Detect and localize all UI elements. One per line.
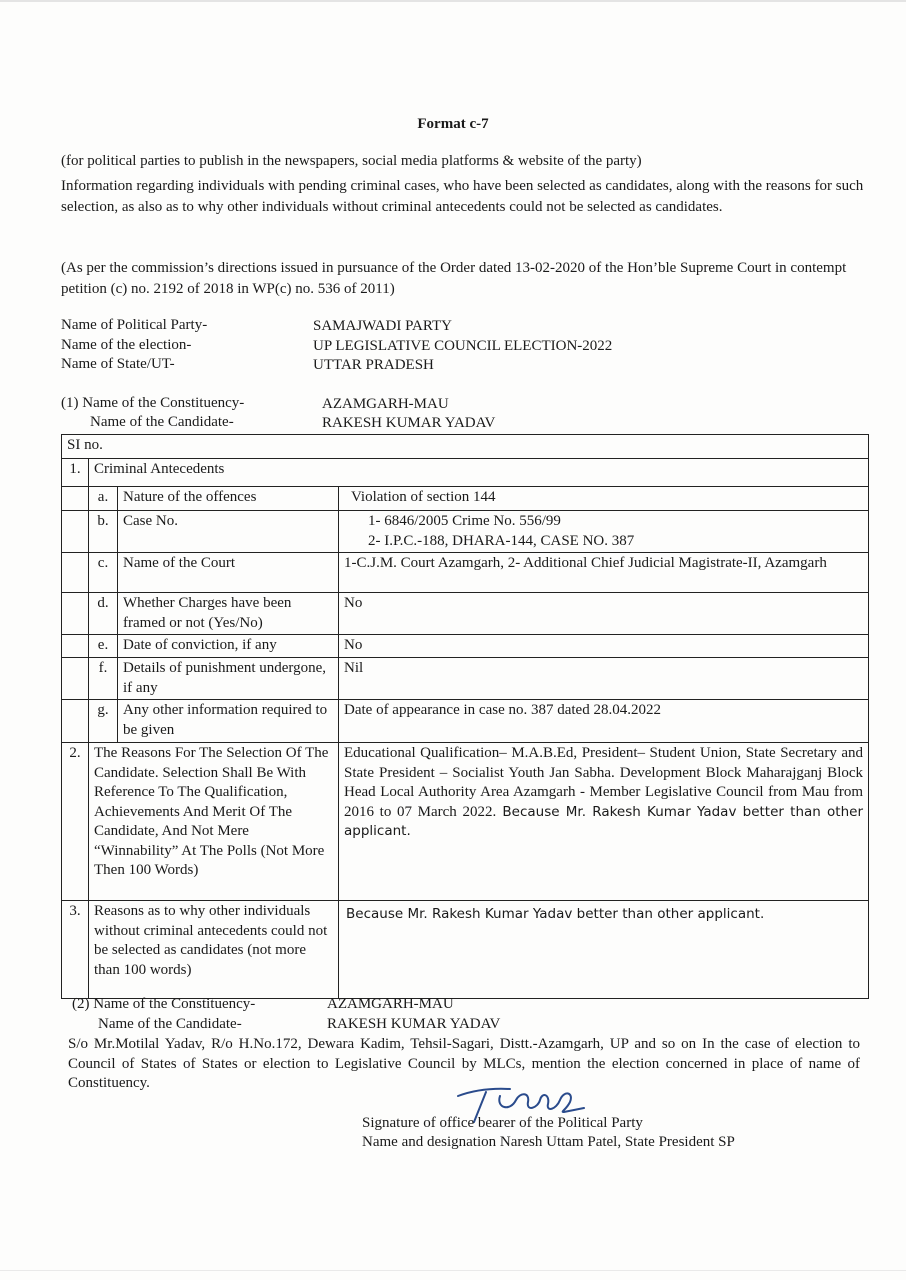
intro-line-1: (for political parties to publish in the newspapers, social media platforms & website of the party)	[61, 153, 642, 169]
table-row	[62, 658, 869, 700]
section-2-num: 2.	[62, 743, 89, 901]
state-label: Name of State/UT-	[61, 356, 175, 372]
row-label: Case No.	[118, 511, 339, 553]
row-label: Details of punishment undergone, if any	[118, 658, 339, 700]
constituency-value-1: AZAMGARH-MAU	[322, 396, 449, 412]
section-2-row	[62, 743, 869, 901]
party-label: Name of Political Party-	[61, 317, 208, 333]
scan-edge-bottom	[0, 1270, 906, 1271]
row-letter: e.	[89, 635, 118, 658]
section-3-row	[62, 901, 869, 999]
criminal-antecedents-table	[61, 434, 869, 999]
section-1-row	[62, 459, 869, 487]
election-value: UP LEGISLATIVE COUNCIL ELECTION-2022	[313, 338, 613, 354]
row-label: Name of the Court	[118, 553, 339, 593]
row-value	[339, 511, 869, 553]
row-label: Any other information required to be given	[118, 700, 339, 743]
selection-reasons-tail: Because Mr. Rakesh Kumar Yadav better than other applicant.	[344, 803, 864, 839]
constituency-label-2: (2) Name of the Constituency-	[72, 996, 256, 1012]
table-row	[62, 487, 869, 511]
constituency-value-2: AZAMGARH-MAU	[327, 996, 454, 1012]
row-letter: b.	[89, 511, 118, 553]
parentage-address-paragraph: S/o Mr.Motilal Yadav, R/o H.No.172, Dewara Kadim, Tehsil-Sagari, Distt.-Azamgarh, UP and so on In the case of election to Council of States of States or election to Legislative Council by MLCs, mention the election concerned in place of name of Constituency.	[68, 1036, 860, 1091]
constituency-label-1: (1) Name of the Constituency-	[61, 395, 245, 411]
candidate-value-1: RAKESH KUMAR YADAV	[322, 415, 496, 431]
section-1-num: 1.	[62, 459, 89, 487]
row-value: Date of appearance in case no. 387 dated 28.04.2022	[339, 700, 869, 743]
row-letter: a.	[89, 487, 118, 511]
candidate-value-2: RAKESH KUMAR YADAV	[327, 1016, 501, 1032]
section-2-value	[339, 743, 869, 901]
row-value: Nil	[339, 658, 869, 700]
row-letter: d.	[89, 593, 118, 635]
section-3-label: Reasons as to why other individuals without criminal antecedents could not be selected as candidates (not more than 100 words)	[89, 901, 339, 999]
election-label: Name of the election-	[61, 337, 192, 353]
candidate-label-2: Name of the Candidate-	[98, 1016, 242, 1032]
row-label: Date of conviction, if any	[118, 635, 339, 658]
table-header-row	[62, 435, 869, 459]
party-value: SAMAJWADI PARTY	[313, 318, 452, 334]
table-row	[62, 700, 869, 743]
row-letter: c.	[89, 553, 118, 593]
case-line-1: 1- 6846/2005 Crime No. 556/99	[368, 513, 561, 529]
section-3-value: Because Mr. Rakesh Kumar Yadav better than other applicant.	[339, 901, 869, 999]
scan-edge-top	[0, 0, 906, 2]
row-label: Nature of the offences	[118, 487, 339, 511]
selection-reasons-text: Educational Qualification– M.A.B.Ed, President– Student Union, State Secretary and State President – Socialist Youth Jan Sabha. Development Block Maharajganj Block Head Local Authority Area Azamgarh - Member Legislative Council from Mau from 2016 to 07 March 2022.	[344, 745, 864, 820]
row-letter: f.	[89, 658, 118, 700]
state-value: UTTAR PRADESH	[313, 357, 434, 373]
intro-line-2: Information regarding individuals with pending criminal cases, who have been selected as candidates, along with the reasons for such selection, as also as to why other individuals without criminal antecedents could not be selected as candidates.	[61, 178, 864, 215]
row-value: No	[339, 593, 869, 635]
table-row	[62, 511, 869, 553]
section-1-label: Criminal Antecedents	[89, 459, 869, 487]
sl-no-header: SI no.	[62, 435, 869, 459]
table-row	[62, 635, 869, 658]
row-value: No	[339, 635, 869, 658]
section-3-num: 3.	[62, 901, 89, 999]
row-value: 1-C.J.M. Court Azamgarh, 2- Additional Chief Judicial Magistrate-II, Azamgarh	[339, 553, 869, 593]
intro-line-3: (As per the commission’s directions issued in pursuance of the Order dated 13-02-2020 of the Hon’ble Supreme Court in contempt petition (c) no. 2192 of 2018 in WP(c) no. 536 of 2011)	[61, 260, 847, 297]
page-title: Format c-7	[417, 116, 489, 132]
candidate-label-1: Name of the Candidate-	[90, 414, 234, 430]
table-row	[62, 553, 869, 593]
signature-caption: Signature of office bearer of the Political Party	[362, 1115, 643, 1131]
row-value: Violation of section 144	[339, 487, 869, 511]
signatory-name-designation: Name and designation Naresh Uttam Patel, State President SP	[362, 1134, 735, 1150]
table-row	[62, 593, 869, 635]
row-label: Whether Charges have been framed or not (Yes/No)	[118, 593, 339, 635]
case-line-2: 2- I.P.C.-188, DHARA-144, CASE NO. 387	[368, 532, 635, 549]
section-2-label: The Reasons For The Selection Of The Candidate. Selection Shall Be With Reference To The Qualification, Achievements And Merit Of The Candidate, And Not Mere “Winnability” At The Polls (Not More Then 100 Words)	[89, 743, 339, 901]
row-letter: g.	[89, 700, 118, 743]
